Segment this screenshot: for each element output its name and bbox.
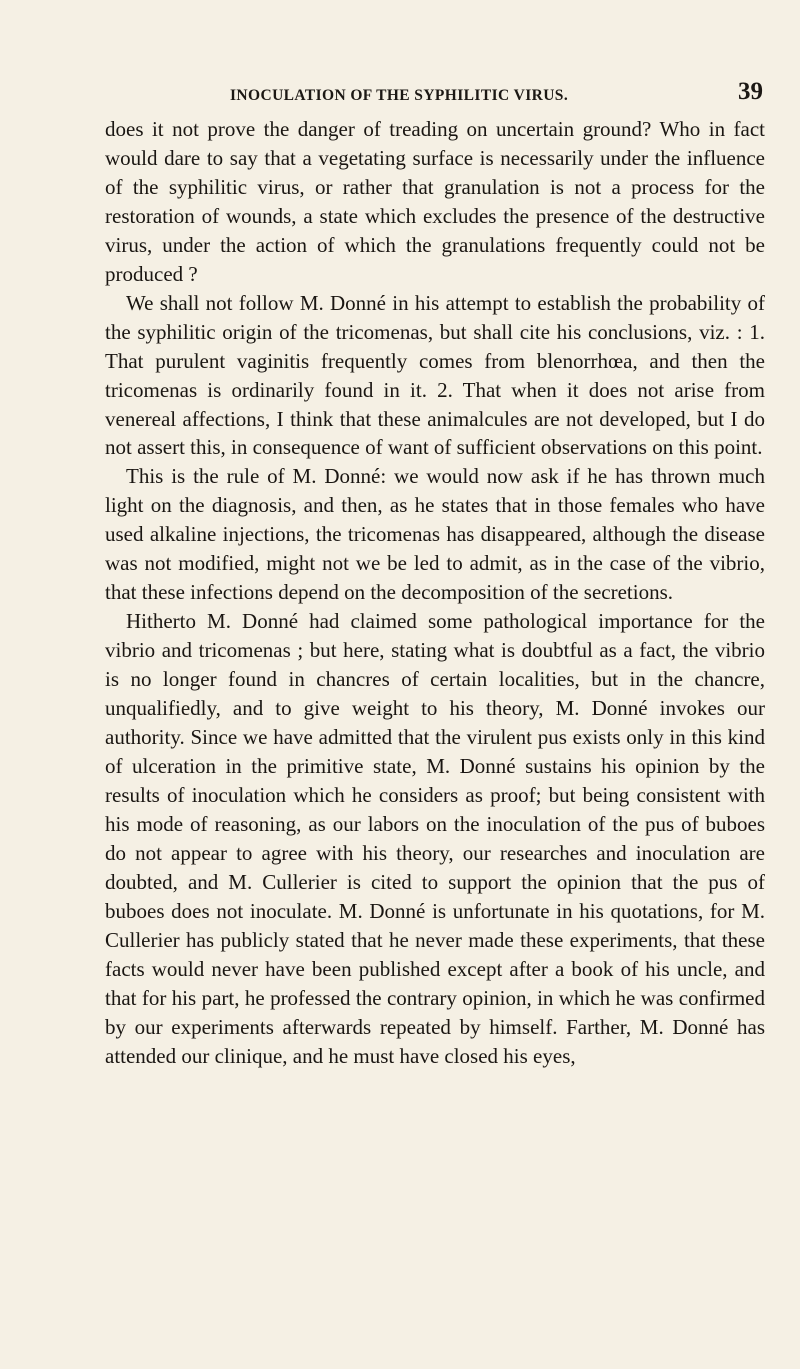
paragraph-vibrio-tricomenas: Hitherto M. Donné had claimed some pathological importance for the vibrio and tricomenas ; but here, stating what is doubtful as a fact, the vibrio is no longer found in chancres of certain localities, but in the chancre, unqualifiedly, and to give weight to his theory, M. Donné invokes our authority. Since we have admitted that the virulent pus exists only in this kind of ulceration in the primitive state, M. Donné sustains his opinion by the results of inoculation which he considers as proof; but being consistent with his mode of reasoning, as our labors on the inoculation of the pus of buboes do not appear to agree with his theory, our researches and inoculation are doubted, and M. Cullerier is cited to support the opinion that the pus of buboes does not inoculate. M. Donné is unfortunate in his quotations, for M. Cullerier has publicly stated that he never made these experiments, that these facts would never have been published except after a book of his uncle, and that for his part, he professed the contrary opinion, in which he was confirmed by our experiments afterwards repeated by himself. Farther, M. Donné has attended our clinique, and he must have closed his eyes,	[105, 609, 765, 1068]
running-head	[105, 78, 763, 108]
paragraph-continuation: does it not prove the danger of treading on uncertain ground? Who in fact would dare to say that a vegetating surface is necessarily under the influence of the syphilitic virus, or rather that granulation is not a process for the restoration of wounds, a state which excludes the presence of the destructive virus, under the action of which the granulations frequently could not be produced ?	[105, 117, 765, 286]
page-number: 39	[738, 78, 763, 105]
paragraph-donne-rule: This is the rule of M. Donné: we would now ask if he has thrown much light on the diagnosis, and then, as he states that in those females who have used alkaline injections, the tricomenas has disappeared, although the disease was not modified, might not we be led to admit, as in the case of the vibrio, that these infections depend on the decomposition of the secretions.	[105, 464, 765, 605]
running-title: INOCULATION OF THE SYPHILITIC VIRUS.	[230, 87, 569, 104]
paragraph-donne-conclusions: We shall not follow M. Donné in his attempt to establish the probability of the syphilitic origin of the tricomenas, but shall cite his conclusions, viz. : 1. That purulent vaginitis frequently comes from blenorrhœa, and then the tricomenas is ordinarily found in it. 2. That when it does not arise from venereal affections, I think that these animalcules are not developed, but I do not assert this, in consequence of want of sufficient observations on this point.	[105, 290, 765, 460]
body-text	[105, 115, 765, 1070]
